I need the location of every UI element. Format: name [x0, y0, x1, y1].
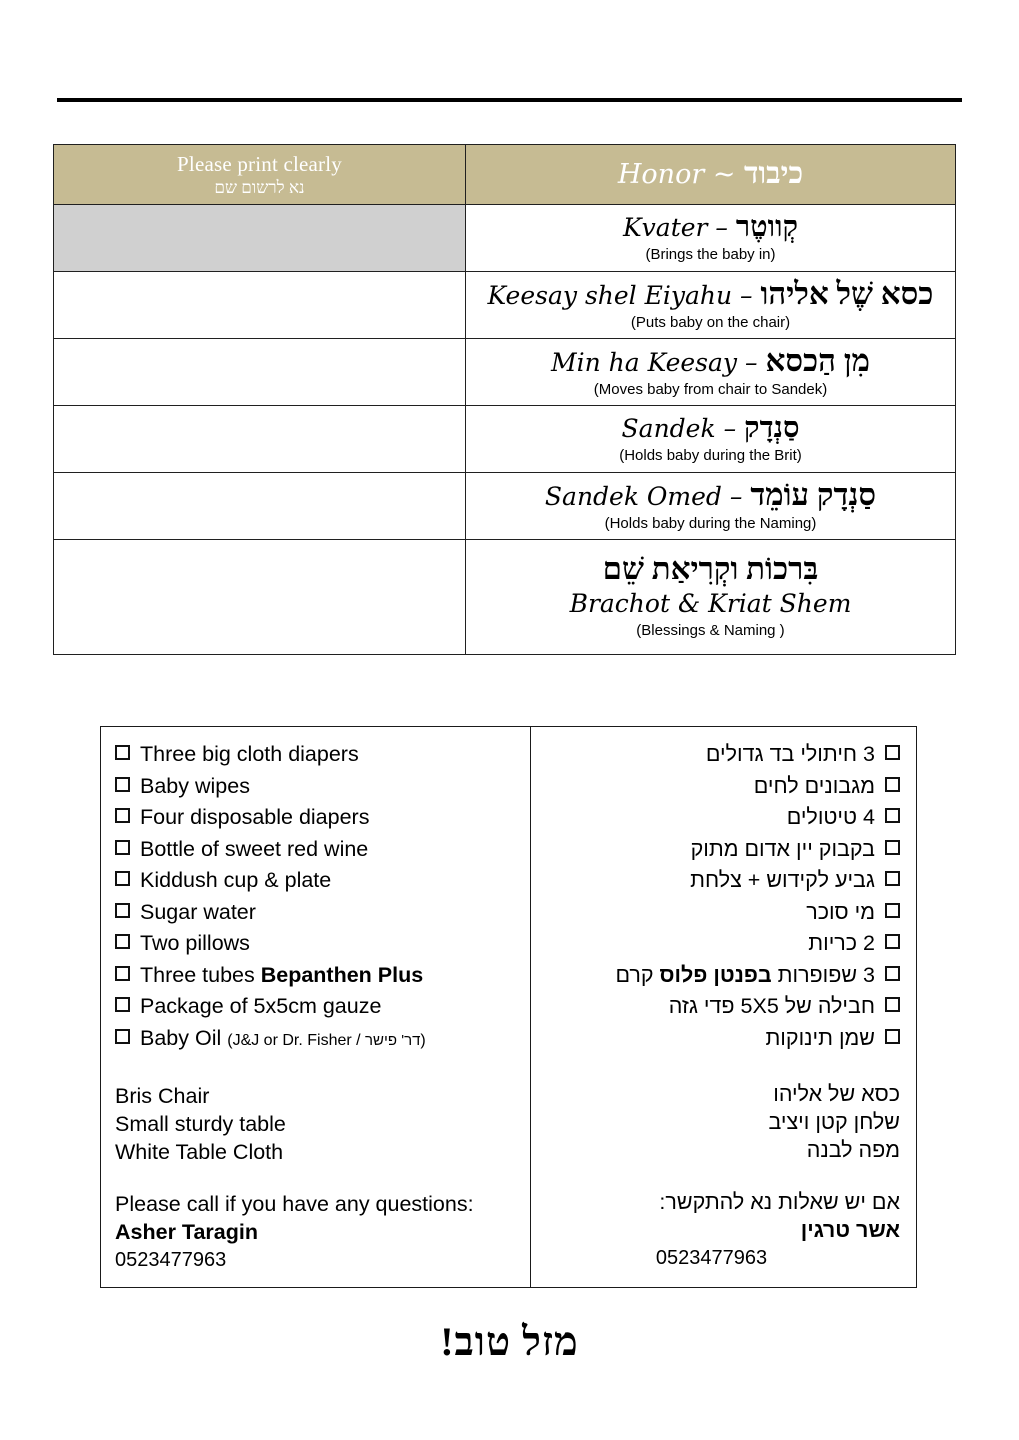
- checkbox-icon[interactable]: [885, 997, 900, 1012]
- honor-cell-kvater: [466, 205, 956, 272]
- header-honor-label: [466, 145, 955, 204]
- list-item-label: Package of 5x5cm gauze: [140, 994, 382, 1018]
- list-item[interactable]: [115, 865, 520, 897]
- checkbox-icon[interactable]: [885, 840, 900, 855]
- header-cell-honor: [466, 145, 956, 205]
- list-item-label: Sugar water: [140, 899, 256, 924]
- honor-title-kvater: קְווטֶר – Kvater: [622, 211, 799, 243]
- honor-title-brachot-translit: Brachot & Kriat Shem: [569, 589, 852, 618]
- list-item-note-close: ): [420, 1031, 426, 1049]
- honor-desc-brachot-kriat-shem: (Blessings & Naming ): [636, 622, 785, 639]
- list-item-label: Bottle of sweet red wine: [140, 836, 369, 861]
- checkbox-icon[interactable]: [115, 871, 130, 886]
- checkbox-icon[interactable]: [115, 1029, 130, 1044]
- header-print-clearly-he: נא לרשום שם: [214, 177, 305, 197]
- honor-title-he: קְווטֶר: [735, 211, 799, 243]
- mazal-tov-footer: מזל טוב!: [440, 1319, 579, 1364]
- table-header-row: [54, 145, 956, 205]
- checkbox-icon[interactable]: [885, 966, 900, 981]
- list-item-label: מי סוכר: [806, 899, 875, 924]
- name-input-sandek-omed[interactable]: [54, 473, 466, 540]
- checkbox-icon[interactable]: [115, 777, 130, 792]
- honor-title-he: סַנְדָק עוֹמֵד: [750, 476, 877, 512]
- list-item-label: גביע לקידוש + צלחת: [690, 868, 875, 892]
- list-item-label: [140, 1023, 426, 1057]
- list-item-label: חבילה של 5X5 פדי גזה: [668, 994, 875, 1018]
- supplies-checklist-box: [100, 726, 917, 1288]
- list-item[interactable]: [541, 1023, 900, 1055]
- honor-desc-min-ha-keesay: (Moves baby from chair to Sandek): [593, 380, 828, 398]
- honor-title-he: מִן הַכסא: [765, 342, 871, 378]
- spacer: [541, 1164, 900, 1188]
- checkbox-icon[interactable]: [115, 808, 130, 823]
- header-print-clearly-en: Please print clearly: [177, 151, 342, 176]
- checkbox-icon[interactable]: [115, 903, 130, 918]
- header-honor-sep: ~: [704, 159, 745, 190]
- name-input-keesay-shel-eiyahu[interactable]: [54, 272, 466, 339]
- honor-desc-kvater: (Brings the baby in): [645, 246, 776, 263]
- list-item[interactable]: [541, 865, 900, 897]
- contact-name-en: Asher Taragin: [115, 1220, 258, 1244]
- honor-cell-brachot-kriat-shem: [466, 540, 956, 655]
- extra-line-small-table: Small sturdy table: [115, 1112, 286, 1136]
- honor-title-keesay-shel-eiyahu: כסא שֶׁל אליהו – Keesay shel Eiyahu: [487, 275, 934, 311]
- call-prompt-he: אם יש שאלות נא להתקשר:: [659, 1190, 900, 1214]
- honor-title-translit: Sandek: [621, 414, 716, 443]
- honor-cell-sandek: [466, 406, 956, 473]
- call-prompt-en: Please call if you have any questions:: [115, 1192, 474, 1216]
- list-item-label: Four disposable diapers: [140, 805, 370, 829]
- checkbox-icon[interactable]: [885, 777, 900, 792]
- checkbox-icon[interactable]: [115, 934, 130, 949]
- extra-line-bris-chair: Bris Chair: [115, 1084, 210, 1108]
- honor-title-he: סַנְדָק: [744, 412, 800, 444]
- list-item-text: Three tubes: [140, 962, 261, 987]
- list-item[interactable]: [541, 928, 900, 960]
- list-item-label: Baby wipes: [140, 773, 250, 798]
- list-item[interactable]: [115, 897, 520, 929]
- table-row: [54, 473, 956, 540]
- table-row: [54, 406, 956, 473]
- list-item[interactable]: [115, 802, 520, 834]
- checkbox-icon[interactable]: [885, 903, 900, 918]
- honor-title-sandek: סַנְדָק – Sandek: [621, 412, 800, 444]
- list-item-note-en: (J&J or Dr. Fisher /: [227, 1031, 366, 1049]
- checkbox-icon[interactable]: [115, 966, 130, 981]
- checklist-column-english: [101, 727, 531, 1287]
- checkbox-icon[interactable]: [885, 934, 900, 949]
- checkbox-icon[interactable]: [115, 745, 130, 760]
- checkbox-icon[interactable]: [885, 871, 900, 886]
- extra-line-small-table: שלחן קטן ויציב: [768, 1110, 900, 1134]
- list-item-label: 3 חיתולי בד גדולים: [705, 742, 875, 766]
- honor-title-sandek-omed: סַנְדָק עוֹמֵד – Sandek Omed: [544, 476, 877, 512]
- header-honor-he: כיבוד: [744, 157, 804, 190]
- checkbox-icon[interactable]: [885, 808, 900, 823]
- table-row: [54, 272, 956, 339]
- list-item-label: 4 טיטולים: [786, 805, 875, 829]
- list-item[interactable]: [115, 960, 520, 992]
- list-item[interactable]: [115, 991, 520, 1023]
- list-item[interactable]: [541, 802, 900, 834]
- honor-title-he: כסא שֶׁל אליהו: [760, 275, 934, 311]
- list-item-note-he: דר' פישר: [365, 1031, 421, 1049]
- checklist-column-hebrew: [531, 727, 916, 1287]
- list-item-label: Three big cloth diapers: [140, 742, 359, 766]
- list-item[interactable]: [541, 834, 900, 866]
- honor-title-he: בִּרכוֹת וקְרִיאַת שֵׁם: [602, 551, 819, 586]
- header-honor-en: Honor: [617, 159, 705, 190]
- name-input-min-ha-keesay[interactable]: [54, 339, 466, 406]
- checkbox-icon[interactable]: [885, 745, 900, 760]
- checkbox-icon[interactable]: [885, 1029, 900, 1044]
- honor-cell-min-ha-keesay: [466, 339, 956, 406]
- checkbox-icon[interactable]: [115, 840, 130, 855]
- honor-title-min-ha-keesay: מִן הַכסא – Min ha Keesay: [550, 342, 871, 378]
- list-item-label: מגבונים לחים: [753, 773, 875, 798]
- list-item-brand: Bepanthen Plus: [260, 962, 424, 987]
- extra-line-white-cloth: מפה לבנה: [806, 1138, 900, 1162]
- list-item[interactable]: [115, 771, 520, 803]
- honor-title-translit: Min ha Keesay: [550, 347, 738, 377]
- name-input-kvater[interactable]: [54, 205, 466, 272]
- list-item-text-post: קרם: [615, 962, 660, 987]
- honor-title-translit: Keesay shel Eiyahu: [487, 280, 733, 310]
- list-item-label: 2 כריות: [808, 931, 875, 955]
- honor-cell-sandek-omed: [466, 473, 956, 540]
- list-item[interactable]: [541, 897, 900, 929]
- list-item[interactable]: [541, 991, 900, 1023]
- top-divider-rule: [57, 98, 962, 102]
- honor-desc-keesay-shel-eiyahu: (Puts baby on the chair): [630, 313, 791, 331]
- list-item-label: שמן תינוקות: [765, 1025, 875, 1050]
- list-item[interactable]: [115, 1023, 520, 1057]
- honor-desc-sandek: (Holds baby during the Brit): [619, 447, 802, 464]
- spacer: [541, 1054, 900, 1080]
- honor-title-translit: Sandek Omed: [544, 481, 722, 511]
- name-input-sandek[interactable]: [54, 406, 466, 473]
- list-item-brand: בפנטן פלוס: [659, 962, 772, 987]
- extra-line-table-cloth: White Table Cloth: [115, 1140, 284, 1164]
- list-item[interactable]: [115, 928, 520, 960]
- header-cell-name: [54, 145, 466, 205]
- list-item-label: Kiddush cup & plate: [140, 868, 332, 892]
- list-item-text: Baby Oil: [140, 1025, 228, 1050]
- list-item-label: [615, 960, 875, 992]
- honor-desc-sandek-omed: (Holds baby during the Naming): [604, 514, 817, 532]
- honor-title-brachot-he: [466, 553, 955, 587]
- contact-phone-he: 0523477963: [655, 1247, 768, 1269]
- list-item-label: בקבוק יין אדום מתוק: [690, 836, 875, 861]
- table-row: [54, 205, 956, 272]
- spacer: [115, 1166, 520, 1190]
- contact-name-he: אשר טרגין: [800, 1218, 900, 1242]
- list-item[interactable]: [541, 771, 900, 803]
- list-item[interactable]: [541, 960, 900, 992]
- list-item-text: 3 שפופרות: [771, 962, 875, 987]
- list-item[interactable]: [115, 739, 520, 771]
- extra-line-eliyahu-chair: כסא של אליהו: [773, 1082, 900, 1106]
- list-item-label: [140, 960, 423, 992]
- checkbox-icon[interactable]: [115, 997, 130, 1012]
- list-item-label: Two pillows: [140, 931, 250, 955]
- list-item[interactable]: [115, 834, 520, 866]
- name-input-brachot-kriat-shem[interactable]: [54, 540, 466, 655]
- table-row: [54, 540, 956, 655]
- honor-assignment-table: [53, 144, 956, 655]
- honor-cell-keesay-shel-eiyahu: [466, 272, 956, 339]
- spacer: [115, 1056, 520, 1082]
- contact-phone-en: 0523477963: [115, 1249, 227, 1271]
- list-item[interactable]: [541, 739, 900, 771]
- honor-title-translit: Kvater: [622, 213, 708, 242]
- table-row: [54, 339, 956, 406]
